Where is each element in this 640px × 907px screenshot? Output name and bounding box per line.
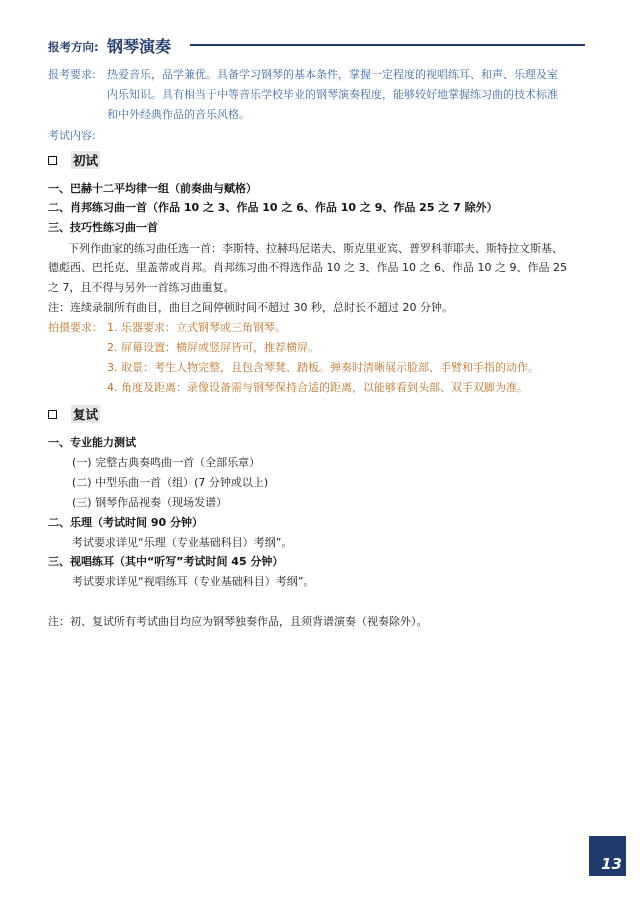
exam-item: 三、技巧性练习曲一首: [48, 221, 158, 234]
content-label: 考试内容:: [48, 129, 96, 142]
requirements-line: 和中外经典作品的音乐风格。: [107, 108, 250, 121]
etude-text-line: 德彪西、巴托克、里盖蒂或肖邦。肖邦练习曲不得选作品 10 之 3、作品 10 之 6、作品 10 之 9、作品 25: [48, 261, 567, 274]
exam-item: 一、专业能力测试: [48, 436, 136, 449]
exam-item-detail: 考试要求详见“视唱练耳（专业基础科目）考纲”。: [72, 575, 315, 588]
final-note: 注：初、复试所有考试曲目均应为钢琴独奏作品，且须背谱演奏（视奏除外）。: [48, 615, 428, 628]
section-label: 报考方向:: [48, 40, 99, 54]
checkbox-icon: [48, 410, 57, 419]
page-title: 钢琴演奏: [107, 37, 172, 56]
note-text: 注：连续录制所有曲目，曲目之间停顿时间不超过 30 秒，总时长不超过 20 分钟。: [48, 301, 453, 314]
requirements-label: 报考要求:: [48, 68, 96, 81]
etude-text-line: 之 7，且不得与另外一首练习曲重复。: [48, 281, 235, 294]
header-rule: [190, 44, 585, 46]
section-heading-round2: [48, 405, 100, 423]
exam-subitem: (二) 中型乐曲一首（组）(7 分钟或以上): [72, 476, 269, 489]
exam-item: 一、巴赫十二平均律一组（前奏曲与赋格）: [48, 182, 257, 195]
requirements-line: 内乐知识。具有相当于中等音乐学校毕业的钢琴演奏程度，能够较好地掌握练习曲的技术标准: [107, 88, 558, 101]
section-heading-round1: [48, 151, 100, 169]
filming-item: 3. 取景：考生人物完整，且包含琴凳、踏板。弹奏时清晰展示脸部、手臂和手指的动作。: [107, 361, 539, 374]
requirements-line: 热爱音乐，品学兼优。具备学习钢琴的基本条件，掌握一定程度的视唱练耳、和声、乐理及室: [107, 68, 558, 81]
section-title: 复试: [73, 407, 99, 422]
filming-item: 4. 角度及距离：录像设备需与钢琴保持合适的距离，以能够看到头部、双手双脚为准。: [107, 381, 528, 394]
exam-item-detail: 考试要求详见“乐理（专业基础科目）考纲”。: [72, 536, 293, 549]
checkbox-icon: [48, 156, 57, 165]
exam-subitem: (三) 钢琴作品视奏（现场发谱）: [72, 496, 228, 509]
exam-item: 三、视唱练耳（其中“听写”考试时间 45 分钟）: [48, 555, 284, 568]
section-title: 初试: [73, 153, 99, 168]
exam-subitem: (一) 完整古典奏鸣曲一首（全部乐章）: [72, 456, 261, 469]
exam-item: 二、肖邦练习曲一首（作品 10 之 3、作品 10 之 6、作品 10 之 9、作品 25 之 7 除外）: [48, 201, 498, 214]
filming-item: 2. 屏幕设置：横屏或竖屏皆可，推荐横屏。: [107, 341, 319, 354]
page-number: 13: [589, 836, 626, 876]
etude-text-line: 下列作曲家的练习曲任选一首：李斯特、拉赫玛尼诺夫、斯克里亚宾、普罗科菲耶夫、斯特拉文斯基、: [68, 242, 563, 255]
filming-label: 拍摄要求：: [48, 321, 103, 334]
exam-item: 二、乐理（考试时间 90 分钟）: [48, 516, 203, 529]
filming-item: 1. 乐器要求：立式钢琴或三角钢琴。: [107, 321, 286, 334]
